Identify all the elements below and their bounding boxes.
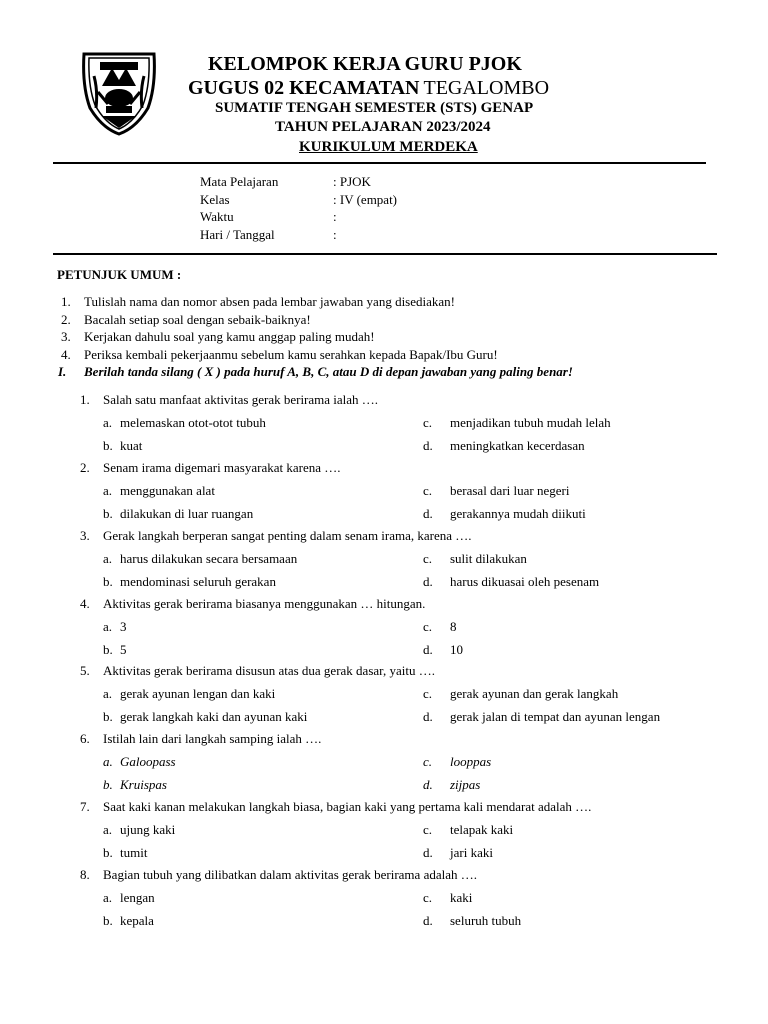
option-a: harus dilakukan secara bersamaan [120,551,298,566]
option-b: kuat [120,438,143,453]
option-a: menggunakan alat [120,483,215,498]
question-number: 1. [80,392,90,407]
instruction-number: 4. [61,346,71,362]
option-d: 10 [450,642,463,657]
info-label: Mata Pelajaran [200,174,279,189]
option-b: tumit [120,845,148,860]
instruction-text: Kerjakan dahulu soal yang kamu anggap paling mudah! [84,329,375,344]
question-text: Gerak langkah berperan sangat penting dalam senam irama, karena …. [103,528,472,543]
option-c: kaki [450,890,473,905]
option-letter-b: b. [103,845,113,860]
option-c: menjadikan tubuh mudah lelah [450,415,611,430]
option-letter-a: a. [103,551,113,566]
instruction-text: Tulislah nama dan nomor absen pada lembar jawaban yang disediakan! [84,294,455,309]
question-number: 5. [80,663,90,678]
option-b: dilakukan di luar ruangan [120,506,254,521]
option-b: kepala [120,913,154,928]
question-text: Istilah lain dari langkah samping ialah …. [103,731,322,746]
option-letter-a: a. [103,890,113,905]
question-text: Senam irama digemari masyarakat karena …. [103,460,341,475]
option-letter-c: c. [423,415,433,430]
option-letter-c: c. [423,822,433,837]
option-d: jari kaki [450,845,493,860]
instruction-number: 1. [61,294,71,309]
info-label: Waktu [200,209,234,224]
header-curriculum: KURIKULUM MERDEKA [299,139,478,155]
option-letter-c: c. [423,483,433,498]
option-letter-a: a. [103,754,113,769]
option-d: meningkatkan kecerdasan [450,438,585,453]
question-text: Salah satu manfaat aktivitas gerak berirama ialah …. [103,392,379,407]
header-gugus-place: TEGALOMBO [423,77,550,99]
info-value: : PJOK [333,174,371,189]
option-letter-b: b. [103,709,113,724]
question-number: 7. [80,799,90,814]
info-value: : IV (empat) [333,191,398,207]
question-text: Bagian tubuh yang dilibatkan dalam aktivitas gerak berirama adalah …. [103,867,477,882]
option-b: 5 [120,642,127,657]
header-gugus [188,77,549,100]
option-d: harus dikuasai oleh pesenam [450,574,600,589]
option-letter-c: c. [423,754,433,769]
instruction-text: Bacalah setiap soal dengan sebaik-baiknya! [84,311,311,327]
option-letter-c: c. [423,551,433,566]
option-c: 8 [450,619,457,634]
option-letter-d: d. [423,506,433,521]
header-exam: SUMATIF TENGAH SEMESTER (STS) GENAP [215,100,534,116]
option-letter-b: b. [103,574,113,589]
option-letter-d: d. [423,777,433,792]
option-d: zijpas [450,777,481,792]
question-number: 4. [80,596,90,611]
info-value: : [333,226,337,242]
instruction-text: Periksa kembali pekerjaanmu sebelum kamu serahkan kepada Bapak/Ibu Guru! [84,346,498,362]
option-letter-d: d. [423,913,433,928]
option-letter-d: d. [423,438,433,453]
question-number: 2. [80,460,90,475]
instruction-number: 2. [61,311,71,327]
option-c: berasal dari luar negeri [450,483,570,498]
option-letter-b: b. [103,913,113,928]
option-letter-d: d. [423,574,433,589]
instructions-title: PETUNJUK UMUM : [57,267,182,282]
option-letter-a: a. [103,415,113,430]
question-number: 6. [80,731,90,746]
info-value: : [333,209,337,224]
option-letter-b: b. [103,642,113,657]
option-letter-c: c. [423,890,433,905]
question-text: Aktivitas gerak berirama disusun atas dua gerak dasar, yaitu …. [103,663,435,678]
section-instruction: Berilah tanda silang ( X ) pada huruf A, B, C, atau D di depan jawaban yang paling benar! [84,364,573,379]
option-c: sulit dilakukan [450,551,527,566]
option-a: melemaskan otot-otot tubuh [120,415,266,430]
option-b: gerak langkah kaki dan ayunan kaki [120,709,308,724]
header-divider [53,162,706,164]
question-text: Aktivitas gerak berirama biasanya menggunakan … hitungan. [103,596,426,611]
option-letter-d: d. [423,642,433,657]
option-letter-a: a. [103,686,113,701]
header-gugus-bold: GUGUS 02 KECAMATAN [188,77,420,99]
option-letter-a: a. [103,822,113,837]
section-number: I. [58,364,67,379]
regency-emblem-logo [78,46,160,136]
question-text: Saat kaki kanan melakukan langkah biasa, bagian kaki yang pertama kali mendarat adalah …. [103,799,592,814]
instruction-number: 3. [61,329,71,344]
option-d: gerak jalan di tempat dan ayunan lengan [450,709,661,724]
header-year: TAHUN PELAJARAN 2023/2024 [275,119,491,135]
option-a: ujung kaki [120,822,176,837]
option-a: 3 [120,619,127,634]
option-letter-d: d. [423,709,433,724]
option-b: mendominasi seluruh gerakan [120,574,276,589]
option-a: Galoopass [120,754,176,769]
option-c: gerak ayunan dan gerak langkah [450,686,619,701]
option-letter-c: c. [423,619,433,634]
option-a: gerak ayunan lengan dan kaki [120,686,276,701]
option-c: telapak kaki [450,822,514,837]
option-d: seluruh tubuh [450,913,522,928]
option-letter-c: c. [423,686,433,701]
option-letter-b: b. [103,777,113,792]
option-c: looppas [450,754,492,769]
option-letter-d: d. [423,845,433,860]
option-a: lengan [120,890,155,905]
option-b: Kruispas [120,777,167,792]
info-label: Kelas [200,191,230,207]
option-letter-b: b. [103,506,113,521]
info-label: Hari / Tanggal [200,226,275,242]
question-number: 3. [80,528,90,543]
option-d: gerakannya mudah diikuti [450,506,586,521]
option-letter-b: b. [103,438,113,453]
question-number: 8. [80,867,90,882]
option-letter-a: a. [103,619,113,634]
option-letter-a: a. [103,483,113,498]
info-divider [53,253,717,255]
header-title: KELOMPOK KERJA GURU PJOK [208,53,522,75]
